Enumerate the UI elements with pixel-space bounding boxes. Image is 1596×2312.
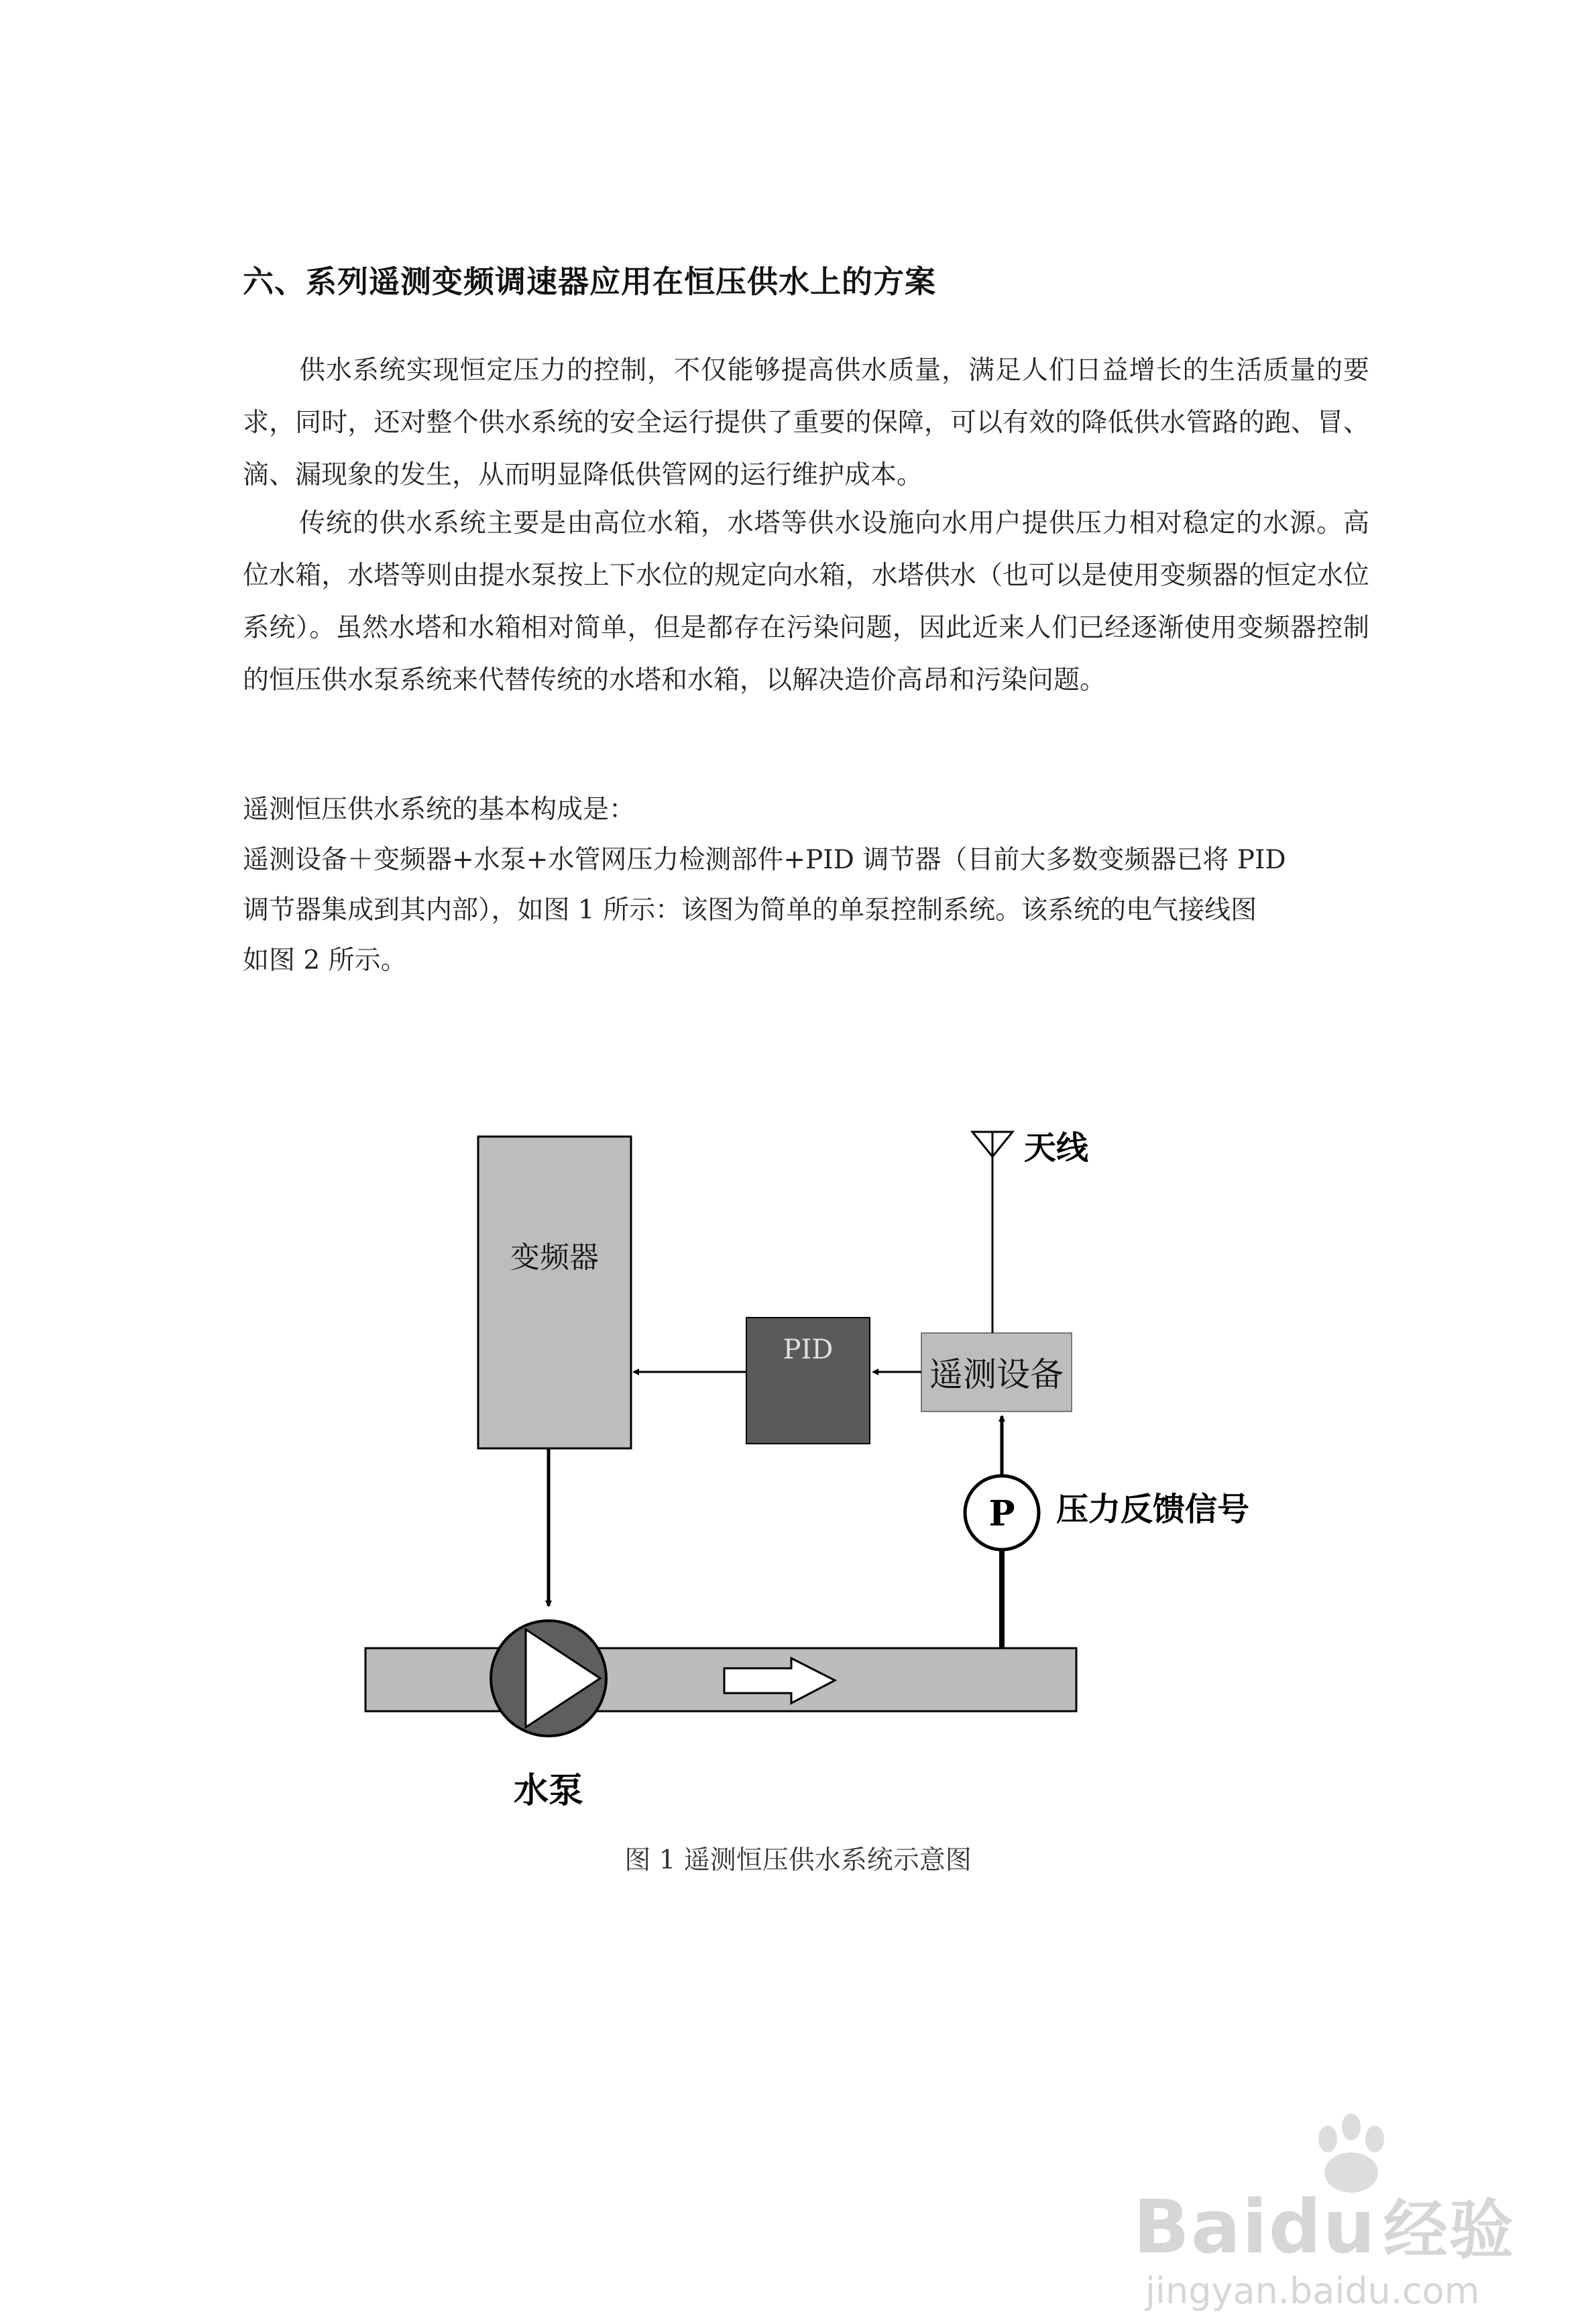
pump-label: 水泵 bbox=[513, 1771, 584, 1811]
pipe bbox=[365, 1648, 1076, 1711]
paragraph-3-line: 遥测恒压供水系统的基本构成是： bbox=[243, 795, 636, 825]
pressure-feedback-label: 压力反馈信号 bbox=[1056, 1491, 1250, 1528]
watermark-brand-cn: 经验 bbox=[1383, 2193, 1515, 2268]
antenna-label: 天线 bbox=[1024, 1129, 1089, 1167]
paragraph-3-line: 调节器集成到其内部），如图 1 所示：该图为简单的单泵控制系统。该系统的电气接线图 bbox=[243, 895, 1257, 925]
paragraph-3-line: 遥测设备＋变频器+水泵+水管网压力检测部件+PID 调节器（目前大多数变频器已将 PID bbox=[243, 845, 1286, 875]
watermark-brand: Baidu bbox=[1133, 2184, 1377, 2270]
pid-label: PID bbox=[783, 1334, 834, 1365]
inverter-label: 变频器 bbox=[510, 1240, 599, 1275]
telemetry-label: 遥测设备 bbox=[929, 1355, 1064, 1394]
watermark-url: jingyan.baidu.com bbox=[1145, 2270, 1480, 2312]
paragraph-3-line: 如图 2 所示。 bbox=[243, 945, 407, 976]
gauge-symbol: P bbox=[988, 1493, 1015, 1534]
section-heading: 六、系列遥测变频调速器应用在恒压供水上的方案 bbox=[243, 264, 936, 300]
inverter-box bbox=[478, 1137, 631, 1448]
paragraph-2: 传统的供水系统主要是由高位水箱，水塔等供水设施向水用户提供压力相对稳定的水源。高位水箱，水塔等则由提水泵按上下水位的规定向水箱，水塔供水（也可以是使用变频器的恒定水位系统）。虽然水塔和水箱相对简单，但是都存在污染问题，因此近来人们已经逐渐使用变频器控制的恒压供水泵系统来代替传统的水塔和水箱，以解决造价高昂和污染问题。 bbox=[243, 508, 1369, 695]
paragraph-1: 供水系统实现恒定压力的控制，不仅能够提高供水质量，满足人们日益增长的生活质量的要求，同时，还对整个供水系统的安全运行提供了重要的保障，可以有效的降低供水管路的跑、冒、滴、漏现象的发生，从而明显降低供管网的运行维护成本。 bbox=[243, 355, 1369, 490]
figure-caption: 图 1 遥测恒压供水系统示意图 bbox=[624, 1845, 972, 1875]
